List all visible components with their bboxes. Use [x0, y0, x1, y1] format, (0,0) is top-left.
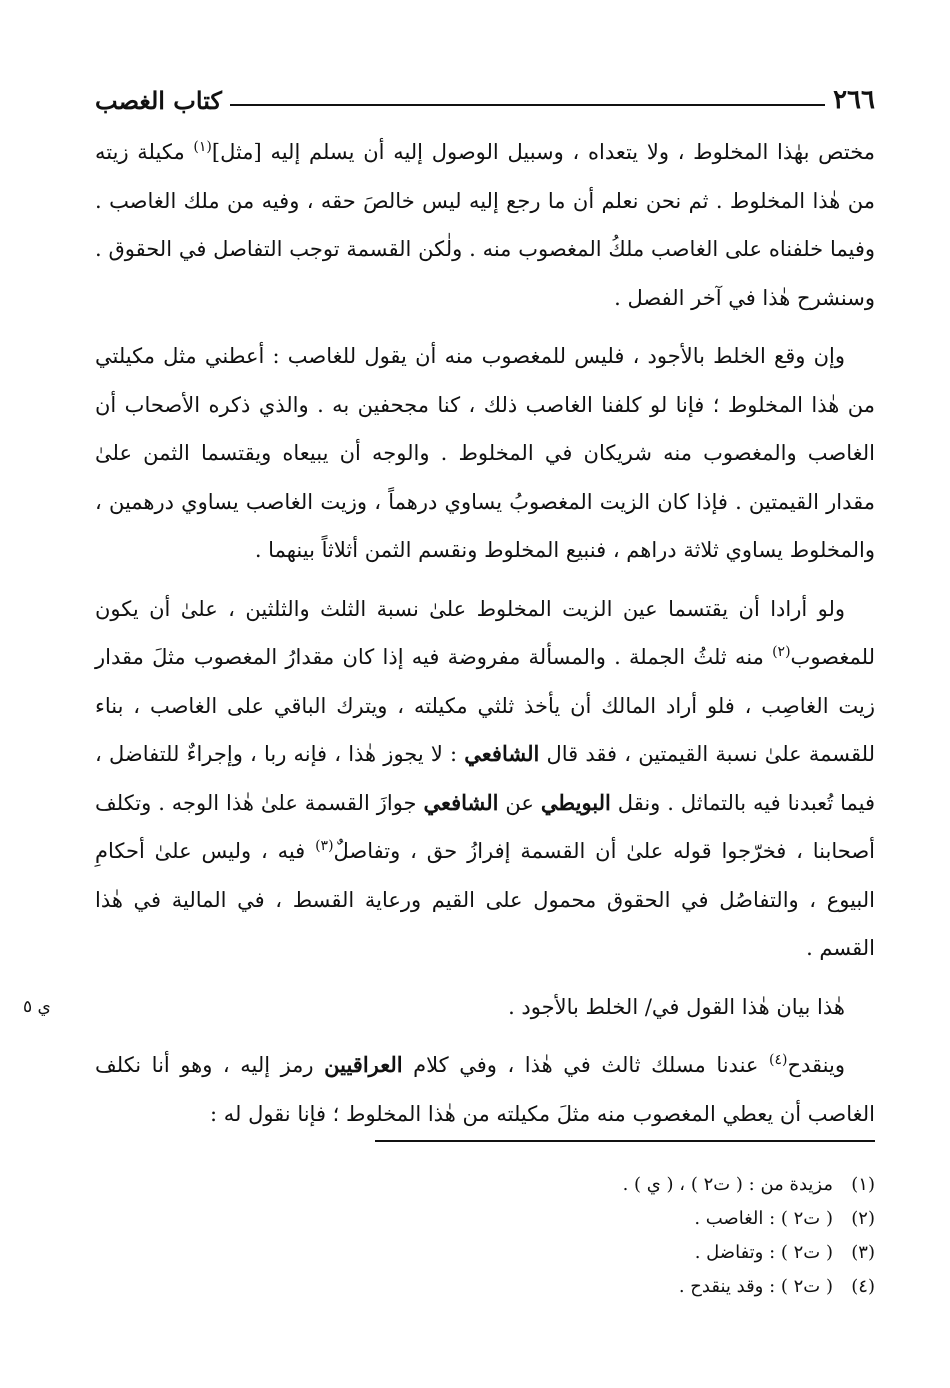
footnote-number: (١) [851, 1174, 875, 1195]
footnote-ref-2: (٢) [772, 644, 791, 660]
footnotes [95, 1168, 875, 1304]
page-header [95, 80, 875, 120]
text-span: فيه ، وليس علىٰ أحكامِ البيوع ، والتفاصُل في الحقوق محمول على القيم ورعاية القسط ، في المالية في هٰذا القسم . [95, 839, 875, 960]
paragraph-1 [95, 128, 875, 322]
text-span: رمز إليه ، وهو أنا نكلف الغاصب أن يعطي المغصوب منه مثلَ مكيلته من هٰذا المخلوط ؛ فإنا نقول له : [95, 1053, 875, 1126]
text-span: ولو أرادا أن يقتسما عين الزيت المخلوط علىٰ نسبة الثلث والثلثين ، علىٰ أن يكون للمغصوب [95, 596, 875, 669]
text-span: : لا يجوز هٰذا ، فإنه ربا ، وإجراءٌ للتفاضل ، فيما تُعبدنا فيه بالتماثل . ونقل [95, 742, 875, 815]
text-span: جوازَ القسمة علىٰ هٰذا الوجه . وتكلف أصحابنا ، فخرّجوا قوله علىٰ أن القسمة إفرازُ حق ، وتفاصلٌ [95, 790, 875, 863]
paragraph-4: هٰذا بيان هٰذا القول في/ الخلط بالأجود . [508, 994, 845, 1019]
text-span: مكيلة زيته من هٰذا المخلوط . ثم نحن نعلم أن ما رجع إليه ليس خالصَ حقه ، وفيه من ملك الغاصب . وفيما خلفناه على الغاصب ملكُ المغصوب منه . ولٰكن القسمة توجب التفاصل في الحقوق . وسنشرح هٰذا في آخر الفصل . [95, 140, 875, 310]
footnote-text: ( ت٢ ) : الغاصب . [694, 1208, 833, 1229]
footnote-text: مزيدة من : ( ت٢ ) ، ( ي ) . [622, 1174, 833, 1195]
name-shafii: الشافعي [464, 741, 540, 766]
footnote-ref-1: (١) [193, 139, 212, 155]
paragraph-2: وإن وقع الخلط بالأجود ، فليس للمغصوب منه أن يقول للغاصب : أعطني مثل مكيلتي من هٰذا المخلوط ؛ فإنا لو كلفنا الغاصب ذلك ، كنا مجحفين به . والذي ذكره الأصحاب أن الغاصب والمغصوب منه شريكان في المخلوط . والوجه أن يبيعاه ويقتسما الثمن علىٰ مقدار القيمتين . فإذا كان الزيت المغصوبُ يساوي درهماً ، وزيت الغاصب يساوي درهمين ، والمخلوط يساوي ثلاثة دراهم ، فنبيع المخلوط ونقسم الثمن أثلاثاً بينهما . [95, 344, 875, 562]
footnote-text: ( ت٢ ) : وتفاضل . [694, 1242, 833, 1263]
footnote-1 [95, 1168, 875, 1202]
footnote-4 [95, 1270, 875, 1304]
text-span: عندنا مسلك ثالث في هٰذا ، وفي كلام [402, 1053, 769, 1077]
name-buwayti: البويطي [540, 789, 611, 815]
text-span: مختص بهٰذا المخلوط ، ولا يتعداه ، وسبيل الوصول إليه أن يسلم إليه [مثل] [211, 140, 876, 164]
header-rule [230, 104, 825, 106]
manuscript-margin-note: ي ٥ [23, 996, 51, 1017]
footnote-separator [375, 1140, 875, 1142]
page-number: ٢٦٦ [833, 85, 875, 115]
footnote-2 [95, 1202, 875, 1236]
footnote-number: (٤) [851, 1276, 875, 1297]
book-title: كتاب الغصب [95, 85, 222, 115]
footnote-3 [95, 1236, 875, 1270]
paragraph-4-wrap [23, 983, 875, 1032]
main-text [23, 128, 876, 1148]
text-span: منه ثلثُ الجملة . والمسألة مفروضة فيه إذا كان مقدارُ المغصوب مثلَ مقدار زيت الغاصِب ، فلو أراد المالك أن يأخذ ثلثي مكيلته ، ويترك الباقي على الغاصب ، بناء للقسمة علىٰ نسبة القيمتين ، فقد قال [95, 645, 875, 766]
name-shafii: الشافعي [423, 789, 499, 815]
footnote-ref-3: (٣) [315, 838, 334, 854]
text-span: عن [498, 790, 541, 815]
footnote-number: (٢) [851, 1208, 875, 1229]
paragraph-3 [95, 585, 875, 973]
paragraph-5 [95, 1041, 875, 1138]
footnote-text: ( ت٢ ) : وقد ينقدح . [678, 1276, 833, 1297]
footnote-ref-4: (٤) [769, 1052, 788, 1068]
text-span: وينقدح [787, 1053, 845, 1077]
footnote-number: (٣) [851, 1242, 875, 1263]
name-iraqiyyin: العراقيين [324, 1052, 403, 1077]
